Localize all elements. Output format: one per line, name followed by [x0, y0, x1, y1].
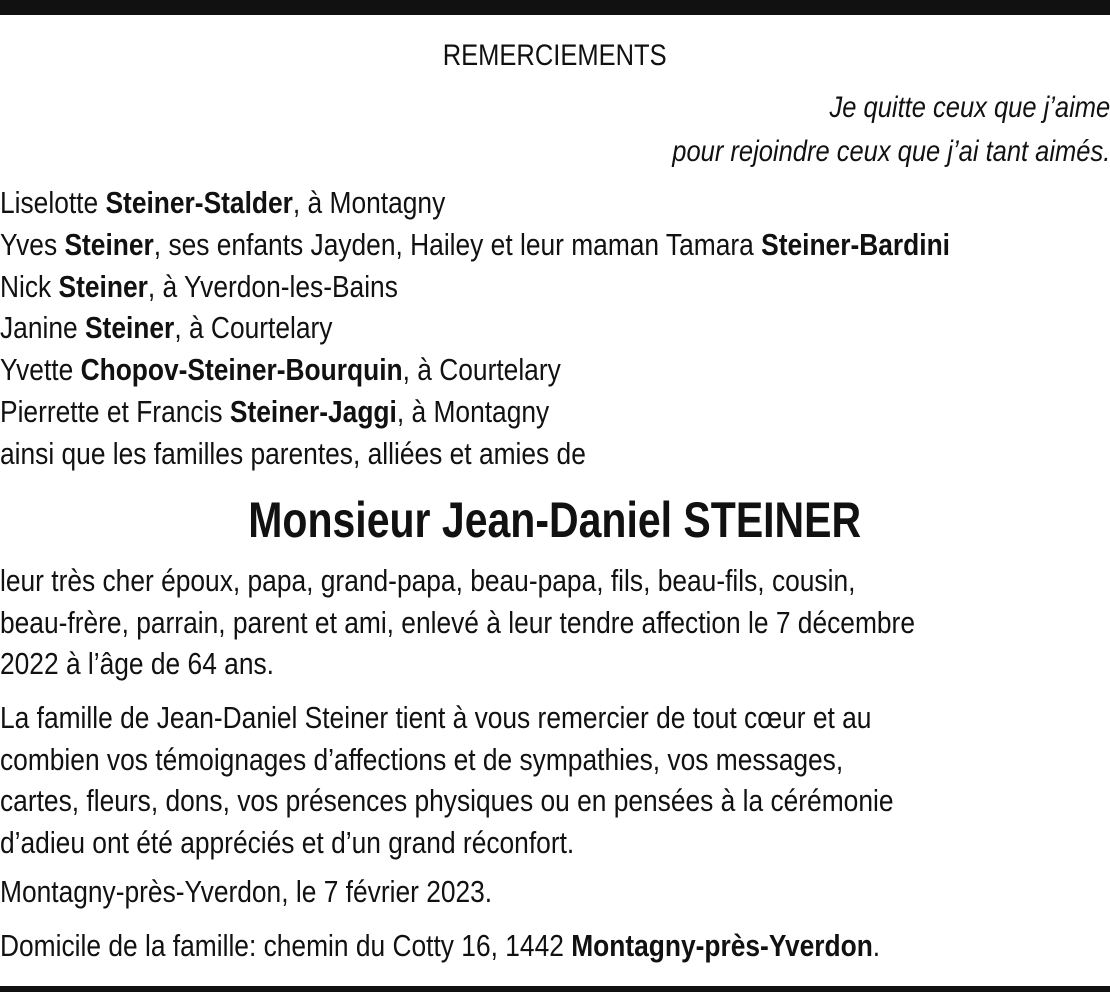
bottom-rule — [0, 986, 1110, 992]
place-date: Montagny-près-Yverdon, le 7 février 2023. — [0, 874, 493, 909]
paragraph-line: beau-frère, parrain, parent et ami, enlevé à leur tendre affection le 7 décembre — [0, 604, 915, 640]
paragraph-line: 2022 à l’âge de 64 ans. — [0, 646, 274, 681]
family-line: Janine Steiner, à Courtelary — [0, 310, 333, 346]
paragraph-line: d’adieu ont été appréciés et d’un grand réconfort. — [0, 824, 575, 860]
family-list — [0, 182, 951, 475]
family-line: Liselotte Steiner-Stalder, à Montagny — [0, 185, 446, 220]
quote-line-1: Je quitte ceux que j’aime — [829, 91, 1110, 124]
quote-line-2: pour rejoindre ceux que j’ai tant aimés. — [671, 135, 1110, 168]
family-address: Domicile de la famille: chemin du Cotty 16, 1442 Montagny-près-Yverdon. — [0, 928, 881, 963]
family-line: Yves Steiner, ses enfants Jayden, Hailey et leur maman Tamara Steiner-Bardini — [0, 226, 951, 262]
paragraph-line: cartes, fleurs, dons, vos présences physiques ou en pensées à la cérémonie — [0, 783, 894, 818]
top-rule — [0, 0, 1110, 15]
epigraph-quote — [0, 86, 1110, 174]
relationship-paragraph — [0, 560, 944, 685]
family-line: Yvette Chopov-Steiner-Bourquin, à Courtelary — [0, 352, 561, 388]
paragraph-line: La famille de Jean-Daniel Steiner tient à vous remercier de tout cœur et au — [0, 700, 872, 735]
thanks-paragraph — [0, 697, 944, 863]
paragraph-line: combien vos témoignages d’affections et de sympathies, vos messages, — [0, 741, 844, 777]
family-line: Nick Steiner, à Yverdon-les-Bains — [0, 268, 398, 304]
family-line: ainsi que les familles parentes, alliées et amies de — [0, 435, 586, 471]
deceased-name: Monsieur Jean-Daniel STEINER — [248, 492, 862, 548]
notice-heading: REMERCIEMENTS — [443, 39, 667, 72]
paragraph-line: leur très cher époux, papa, grand-papa, beau-papa, fils, beau-fils, cousin, — [0, 563, 856, 598]
family-line: Pierrette et Francis Steiner-Jaggi, à Montagny — [0, 393, 550, 429]
